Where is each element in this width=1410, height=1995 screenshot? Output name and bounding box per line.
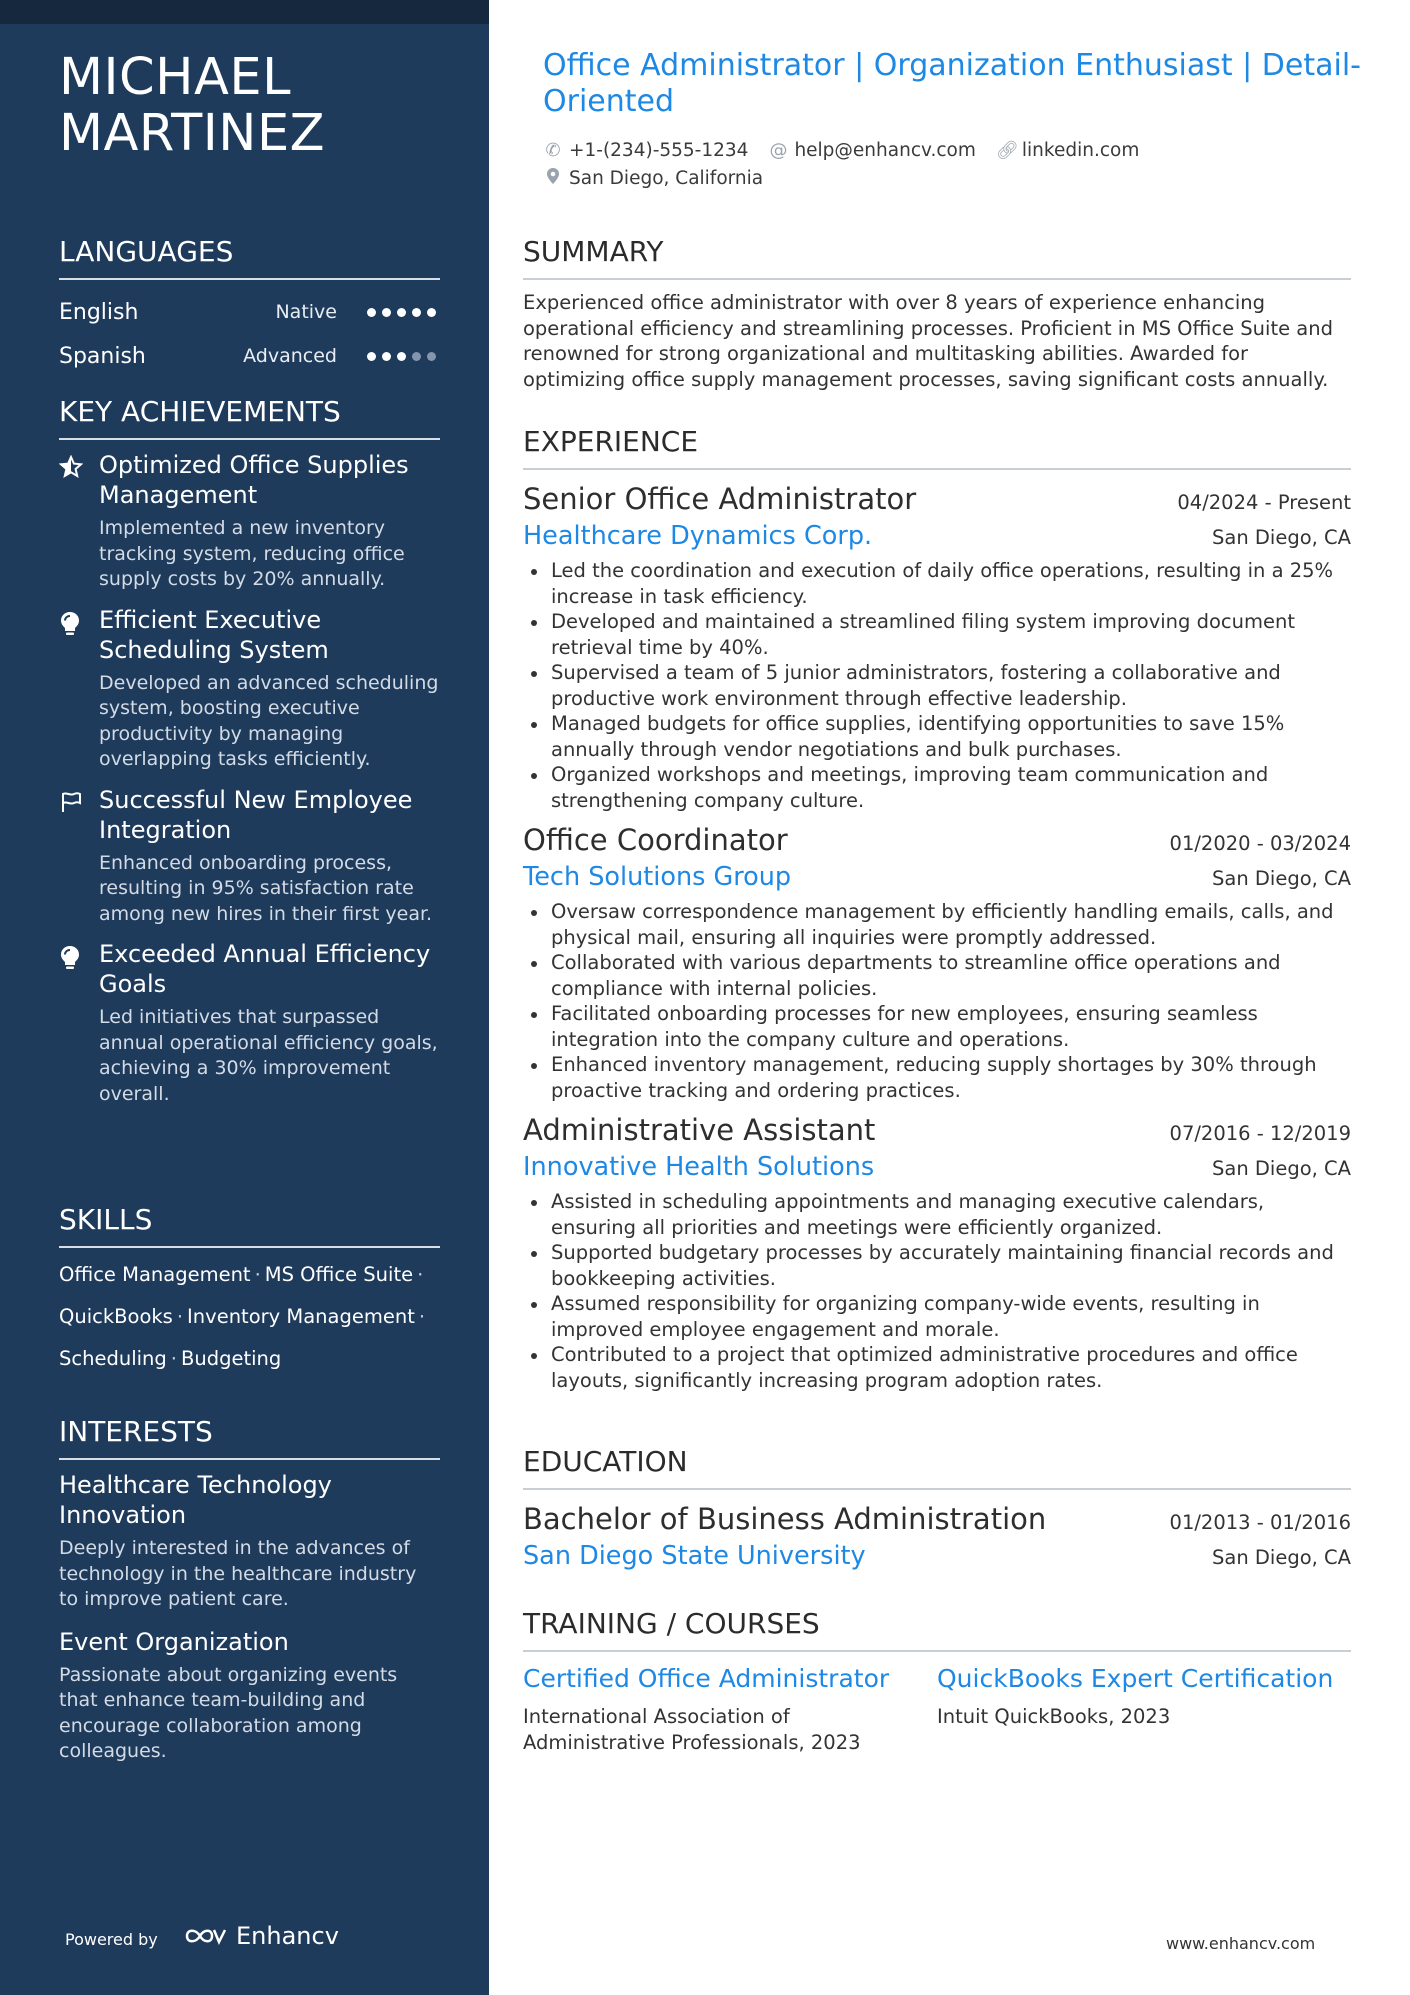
interests-section — [59, 1414, 440, 1765]
interest-title: Healthcare Technology Innovation — [59, 1471, 332, 1529]
summary-section — [523, 234, 1351, 392]
phone-text: +1-(234)-555-1234 — [569, 139, 749, 161]
job-location: San Diego, CA — [1212, 1157, 1351, 1180]
list-item: Managed budgets for office supplies, identifying opportunities to save 15% annually through vendor negotiations and bulk purchases. — [523, 711, 1351, 762]
contact-phone[interactable] — [543, 140, 748, 161]
proficiency-dot — [367, 352, 376, 361]
proficiency-dot — [412, 352, 421, 361]
experience-section — [523, 424, 1351, 1393]
achievement-description: Developed an advanced scheduling system, boosting executive productivity by managing overlapping tasks efficiently. — [99, 671, 439, 770]
list-item: Enhanced inventory management, reducing supply shortages by 30% through proactive tracking and ordering practices. — [523, 1052, 1351, 1103]
proficiency-dot — [382, 308, 391, 317]
achievement-description: Implemented a new inventory tracking system, reducing office supply costs by 20% annually. — [99, 517, 405, 590]
achievement-description: Enhanced onboarding process, resulting in 95% satisfaction rate among new hires in their first year. — [99, 851, 433, 925]
skills-section — [59, 1202, 440, 1380]
skill-tag: MS Office Suite — [264, 1263, 414, 1286]
achievement-item — [59, 605, 440, 773]
proficiency-dot — [397, 352, 406, 361]
enhancv-logo-icon — [184, 1924, 228, 1948]
job-entry — [523, 1111, 1351, 1393]
location-text: San Diego, California — [569, 167, 764, 189]
skills-heading: SKILLS — [59, 1202, 440, 1248]
job-bullets — [523, 899, 1351, 1103]
skill-tag: Budgeting — [180, 1347, 282, 1370]
flag-icon — [59, 785, 99, 928]
proficiency-dot — [427, 352, 436, 361]
list-item: Organized workshops and meetings, improving team communication and strengthening company culture. — [523, 762, 1351, 813]
skill-tag: Office Management — [59, 1263, 251, 1286]
languages-section — [59, 234, 440, 378]
job-dates: 01/2020 - 03/2024 — [1169, 832, 1351, 855]
achievement-item — [59, 939, 440, 1107]
phone-icon: ✆ — [545, 139, 561, 161]
summary-text: Experienced office administrator with over 8 years of experience enhancing operational efficiency and streamlining processes. Proficient in MS Office Suite and renowned for strong organizational and multitasking abilities. Awarded for optimizing office supply management processes, saving significant costs annually. — [523, 291, 1333, 391]
job-dates: 04/2024 - Present — [1177, 491, 1351, 514]
skill-tag: Inventory Management — [187, 1305, 415, 1328]
job-company: Tech Solutions Group — [523, 862, 792, 892]
language-proficiency-dots — [367, 308, 440, 317]
language-row — [59, 290, 440, 334]
job-entry — [523, 480, 1351, 813]
brand-name: Enhancv — [236, 1922, 339, 1950]
proficiency-dot — [382, 352, 391, 361]
lightbulb-icon — [59, 939, 99, 1107]
language-level: Native — [275, 301, 337, 323]
course-title: Certified Office Administrator — [523, 1664, 890, 1693]
course-item — [523, 1662, 937, 1755]
job-bullets — [523, 1189, 1351, 1393]
achievement-item — [59, 450, 440, 593]
linkedin-text: linkedin.com — [1021, 139, 1140, 161]
job-title: Senior Office Administrator — [523, 482, 917, 516]
brand-logo[interactable] — [184, 1922, 339, 1950]
contact-location — [543, 167, 763, 190]
footer-website[interactable]: www.enhancv.com — [1166, 1934, 1316, 1953]
course-item — [937, 1662, 1351, 1755]
skill-tag: Scheduling — [59, 1347, 167, 1370]
at-sign-icon: @ — [769, 139, 788, 161]
list-item: Developed and maintained a streamlined filing system improving document retrieval time by 40%. — [523, 609, 1351, 660]
job-company: Healthcare Dynamics Corp. — [523, 521, 873, 551]
headline: Office Administrator | Organization Enthusiast | Detail-Oriented — [543, 48, 1361, 119]
proficiency-dot — [397, 308, 406, 317]
achievement-title: Optimized Office Supplies Management — [99, 451, 409, 509]
degree-title: Bachelor of Business Administration — [523, 1502, 1047, 1536]
proficiency-dot — [367, 308, 376, 317]
list-item: Collaborated with various departments to streamline office operations and compliance with internal policies. — [523, 950, 1351, 1001]
course-description: International Association of Administrative Professionals, 2023 — [523, 1705, 861, 1754]
list-item: Assumed responsibility for organizing company-wide events, resulting in improved employee engagement and morale. — [523, 1291, 1351, 1342]
sidebar-top-bar — [0, 0, 489, 24]
proficiency-dot — [427, 308, 436, 317]
achievement-title: Exceeded Annual Efficiency Goals — [99, 940, 431, 998]
list-item: Oversaw correspondence management by efficiently handling emails, calls, and physical mail, ensuring all inquiries were promptly addressed. — [523, 899, 1351, 950]
education-section — [523, 1444, 1351, 1574]
summary-heading: SUMMARY — [523, 234, 1351, 280]
languages-heading: LANGUAGES — [59, 234, 440, 280]
list-item: Assisted in scheduling appointments and managing executive calendars, ensuring all priorities and meetings were efficiently organized. — [523, 1189, 1351, 1240]
list-item: Facilitated onboarding processes for new employees, ensuring seamless integration into the company culture and operations. — [523, 1001, 1351, 1052]
language-row — [59, 334, 440, 378]
contact-info — [543, 136, 1363, 192]
powered-by-label: Powered by — [65, 1930, 158, 1949]
job-location: San Diego, CA — [1212, 867, 1351, 890]
course-title: QuickBooks Expert Certification — [937, 1664, 1334, 1693]
language-proficiency-dots — [367, 352, 440, 361]
location-pin-icon — [543, 167, 563, 190]
experience-heading: EXPERIENCE — [523, 424, 1351, 470]
job-title: Office Coordinator — [523, 823, 788, 857]
interest-description: Deeply interested in the advances of technology in the healthcare industry to improve patient care. — [59, 1537, 417, 1610]
skill-tag: QuickBooks — [59, 1305, 173, 1328]
language-name: English — [59, 299, 139, 325]
skills-list: Office Management · MS Office Suite · QuickBooks · Inventory Management · Scheduling · Budgeting — [59, 1263, 426, 1370]
course-description: Intuit QuickBooks, 2023 — [937, 1705, 1171, 1728]
job-bullets — [523, 558, 1351, 813]
contact-linkedin[interactable] — [996, 140, 1139, 161]
education-location: San Diego, CA — [1212, 1546, 1351, 1569]
language-level: Advanced — [243, 345, 337, 367]
star-icon — [59, 450, 99, 593]
courses-list — [523, 1662, 1351, 1755]
link-icon: 🔗︎ — [995, 139, 1019, 161]
achievements-heading: KEY ACHIEVEMENTS — [59, 394, 440, 440]
job-title: Administrative Assistant — [523, 1113, 876, 1147]
job-entry — [523, 821, 1351, 1103]
school-name: San Diego State University — [523, 1541, 866, 1571]
interests-heading: INTERESTS — [59, 1414, 440, 1460]
training-heading: TRAINING / COURSES — [523, 1606, 1351, 1652]
education-dates: 01/2013 - 01/2016 — [1169, 1511, 1351, 1534]
candidate-name: MICHAEL MARTINEZ — [59, 48, 326, 163]
achievement-title: Efficient Executive Scheduling System — [99, 605, 329, 664]
email-text: help@enhancv.com — [794, 139, 976, 161]
list-item: Supported budgetary processes by accurately maintaining financial records and bookkeeping activities. — [523, 1240, 1351, 1291]
education-heading: EDUCATION — [523, 1444, 1351, 1490]
achievement-item — [59, 785, 440, 928]
achievement-title: Successful New Employee Integration — [99, 785, 413, 844]
language-name: Spanish — [59, 343, 146, 369]
job-location: San Diego, CA — [1212, 526, 1351, 549]
lightbulb-icon — [59, 605, 99, 773]
achievement-description: Led initiatives that surpassed annual operational efficiency goals, achieving a 30% improvement overall. — [99, 1006, 438, 1105]
list-item: Contributed to a project that optimized administrative procedures and office layouts, significantly increasing program adoption rates. — [523, 1342, 1351, 1393]
interest-title: Event Organization — [59, 1627, 289, 1656]
sidebar — [0, 0, 489, 1995]
job-company: Innovative Health Solutions — [523, 1152, 875, 1182]
achievements-section — [59, 394, 440, 1107]
job-dates: 07/2016 - 12/2019 — [1169, 1122, 1351, 1145]
proficiency-dot — [412, 308, 421, 317]
list-item: Led the coordination and execution of daily office operations, resulting in a 25% increase in task efficiency. — [523, 558, 1351, 609]
interest-description: Passionate about organizing events that enhance team-building and encourage collaboration among colleagues. — [59, 1663, 398, 1762]
list-item: Supervised a team of 5 junior administrators, fostering a collaborative and productive work environment through effective leadership. — [523, 660, 1351, 711]
training-section — [523, 1606, 1351, 1755]
contact-email[interactable] — [768, 140, 975, 161]
